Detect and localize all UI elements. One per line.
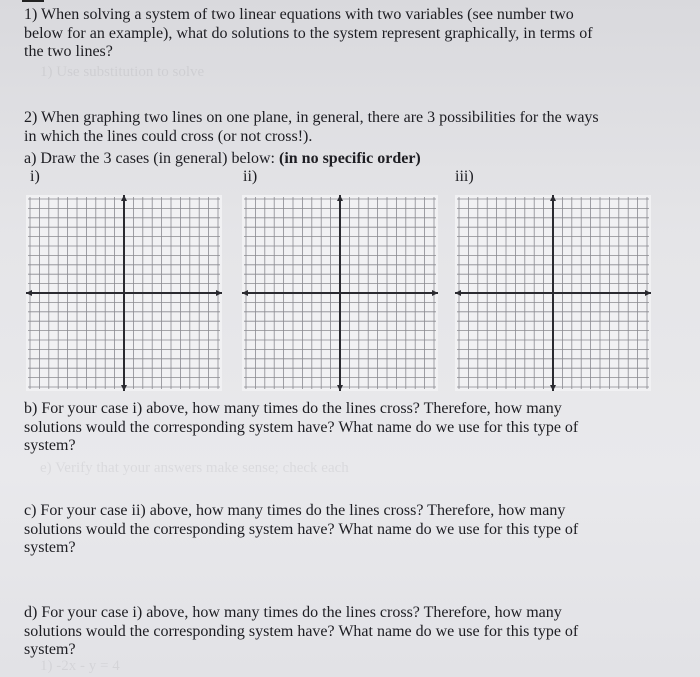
question-2 [24,109,599,146]
question-b [24,400,578,456]
top-rule [22,0,44,2]
coordinate-grid-ii[interactable] [242,195,438,391]
question-b-line: solutions would the corresponding system have? What name do we use for this type of [24,418,579,436]
question-1-line: below for an example), what do solutions to the system represent graphically, in terms of [24,24,593,42]
question-1-line: the two lines? [24,43,113,60]
question-2-line: 2) When graphing two lines on one plane, in general, there are 3 possibilities for the ways [24,109,599,126]
draw-instruction [24,150,421,169]
case-label-ii: ii) [243,168,258,185]
question-c-line: c) For your case ii) above, how many times do the lines cross? Therefore, how many [24,502,566,519]
question-1-line: 1) When solving a system of two linear equations with two variables (see number two [24,6,574,23]
question-2-line: in which the lines could cross (or not cross!). [24,127,313,145]
question-c [24,502,578,558]
draw-instruction-emphasis: (in no specific order) [279,150,421,167]
question-b-line: system? [24,437,76,454]
question-1 [24,6,593,62]
question-b-line: b) For your case i) above, how many times do the lines cross? Therefore, how many [24,400,562,417]
draw-instruction-text: a) Draw the 3 cases (in general) below: [24,150,275,167]
coordinate-grid-iii[interactable] [455,195,651,391]
question-d-line: d) For your case i) above, how many times do the lines cross? Therefore, how many [24,604,562,621]
question-c-line: solutions would the corresponding system have? What name do we use for this type of [24,520,579,538]
question-c-line: system? [24,539,76,556]
faint-bleed-through: e) Verify that your answers make sense; check each [40,460,349,476]
faint-bleed-through: 1) Use substitution to solve [40,64,205,80]
coordinate-grid-i[interactable] [26,195,222,391]
question-d-line: solutions would the corresponding system have? What name do we use for this type of [24,622,579,640]
faint-bleed-through: 1) -2x - y = 4 [40,658,120,674]
case-label-iii: iii) [455,168,474,185]
question-d [24,604,578,660]
question-d-line: system? [24,641,76,658]
case-label-i: i) [30,168,40,185]
